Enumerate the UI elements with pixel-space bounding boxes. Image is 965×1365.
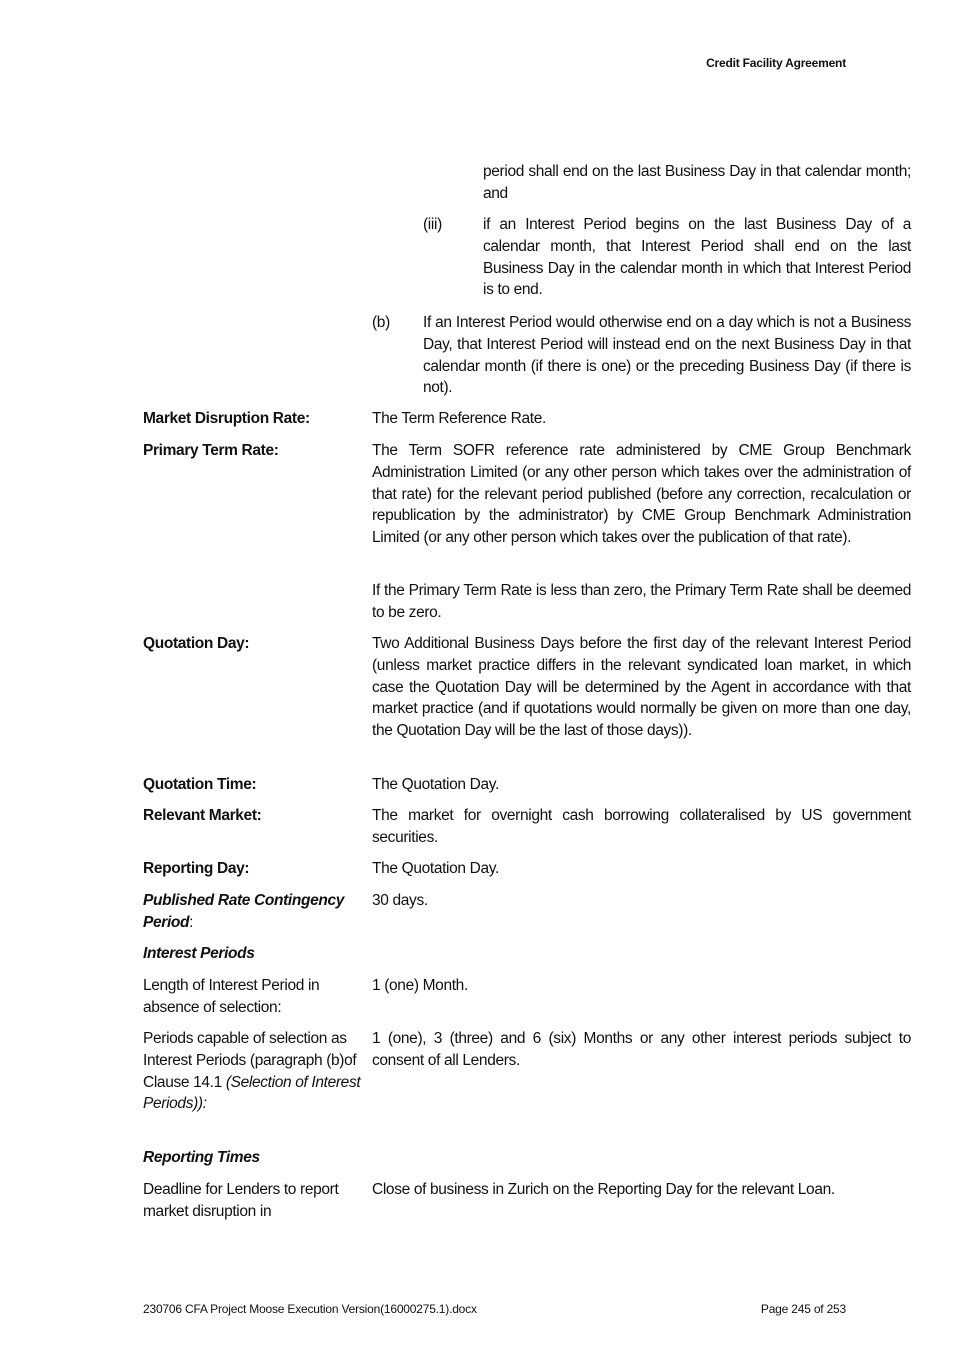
def-deadline-for-lenders: Close of business in Zurich on the Reporting Day for the relevant Loan. xyxy=(372,1181,835,1198)
footer-filename: 230706 CFA Project Moose Execution Version(16000275.1).docx xyxy=(143,1302,477,1316)
term-primary-term-rate: Primary Term Rate: xyxy=(143,442,279,459)
def-primary-term-rate: The Term SOFR reference rate administered by CME Group Benchmark Administration Limited (or any other person which takes over the administration of that rate) for the relevant period published (before any correction, recalculation or republication by the administrator) by CME Group Benchmark Administration Limited (or any other person which takes over the publication of that rate). xyxy=(372,442,911,547)
def-quotation-time: The Quotation Day. xyxy=(372,776,499,793)
term-market-disruption-rate: Market Disruption Rate: xyxy=(143,410,310,427)
term-colon: : xyxy=(189,913,194,931)
term-quotation-time: Quotation Time: xyxy=(143,776,257,793)
section-heading-reporting-times: Reporting Times xyxy=(143,1149,260,1166)
clause-reference-selection-of-interest-periods: (Selection of Interest Periods)): xyxy=(143,1073,361,1113)
term-length-of-interest-period: Length of Interest Period in absence of selection: xyxy=(143,977,320,1016)
def-primary-term-rate-floor: If the Primary Term Rate is less than zero, the Primary Term Rate shall be deemed to be zero. xyxy=(372,582,911,621)
section-heading-interest-periods: Interest Periods xyxy=(143,945,255,962)
def-periods-capable-of-selection: 1 (one), 3 (three) and 6 (six) Months or any other interest periods subject to consent of all Lenders. xyxy=(372,1030,911,1069)
paragraph-ii-continuation: period shall end on the last Business Day in that calendar month; and xyxy=(483,163,911,202)
paragraph-iii-text: if an Interest Period begins on the last Business Day of a calendar month, that Interest Period shall end on the last Business Day in the calendar month in which that Interest Period is to end. xyxy=(483,216,911,299)
term-published-rate-contingency-period xyxy=(143,890,361,934)
def-length-of-interest-period: 1 (one) Month. xyxy=(372,977,468,994)
term-reporting-day: Reporting Day: xyxy=(143,860,250,877)
term-periods-capable-of-selection-text: Periods capable of selection as Interest Periods (paragraph (b)of Clause 14.1 xyxy=(143,1030,357,1091)
term-relevant-market: Relevant Market: xyxy=(143,807,262,824)
paragraph-iii-number: (iii) xyxy=(423,216,442,233)
running-header: Credit Facility Agreement xyxy=(706,56,846,70)
paragraph-b-number: (b) xyxy=(372,314,390,331)
term-quotation-day: Quotation Day: xyxy=(143,635,250,652)
def-relevant-market: The market for overnight cash borrowing collateralised by US government securities. xyxy=(372,807,911,846)
term-published-rate-contingency-period-label: Published Rate Contingency Period xyxy=(143,892,345,931)
def-published-rate-contingency-period: 30 days. xyxy=(372,892,428,909)
def-quotation-day: Two Additional Business Days before the first day of the relevant Interest Period (unless market practice differs in the relevant syndicated loan market, in which case the Quotation Day will be determined by the Agent in accordance with that market practice (and if quotations would normally be given on more than one day, the Quotation Day will be the last of those days)). xyxy=(372,635,911,740)
term-periods-capable-of-selection xyxy=(143,1028,361,1115)
term-deadline-for-lenders: Deadline for Lenders to report market disruption in xyxy=(143,1181,339,1220)
footer-page-number: Page 245 of 253 xyxy=(760,1302,846,1316)
paragraph-b-text: If an Interest Period would otherwise end on a day which is not a Business Day, that Interest Period will instead end on the next Business Day in that calendar month (if there is one) or the preceding Business Day (if there is not). xyxy=(423,314,911,397)
def-reporting-day: The Quotation Day. xyxy=(372,860,499,877)
def-market-disruption-rate: The Term Reference Rate. xyxy=(372,410,546,427)
